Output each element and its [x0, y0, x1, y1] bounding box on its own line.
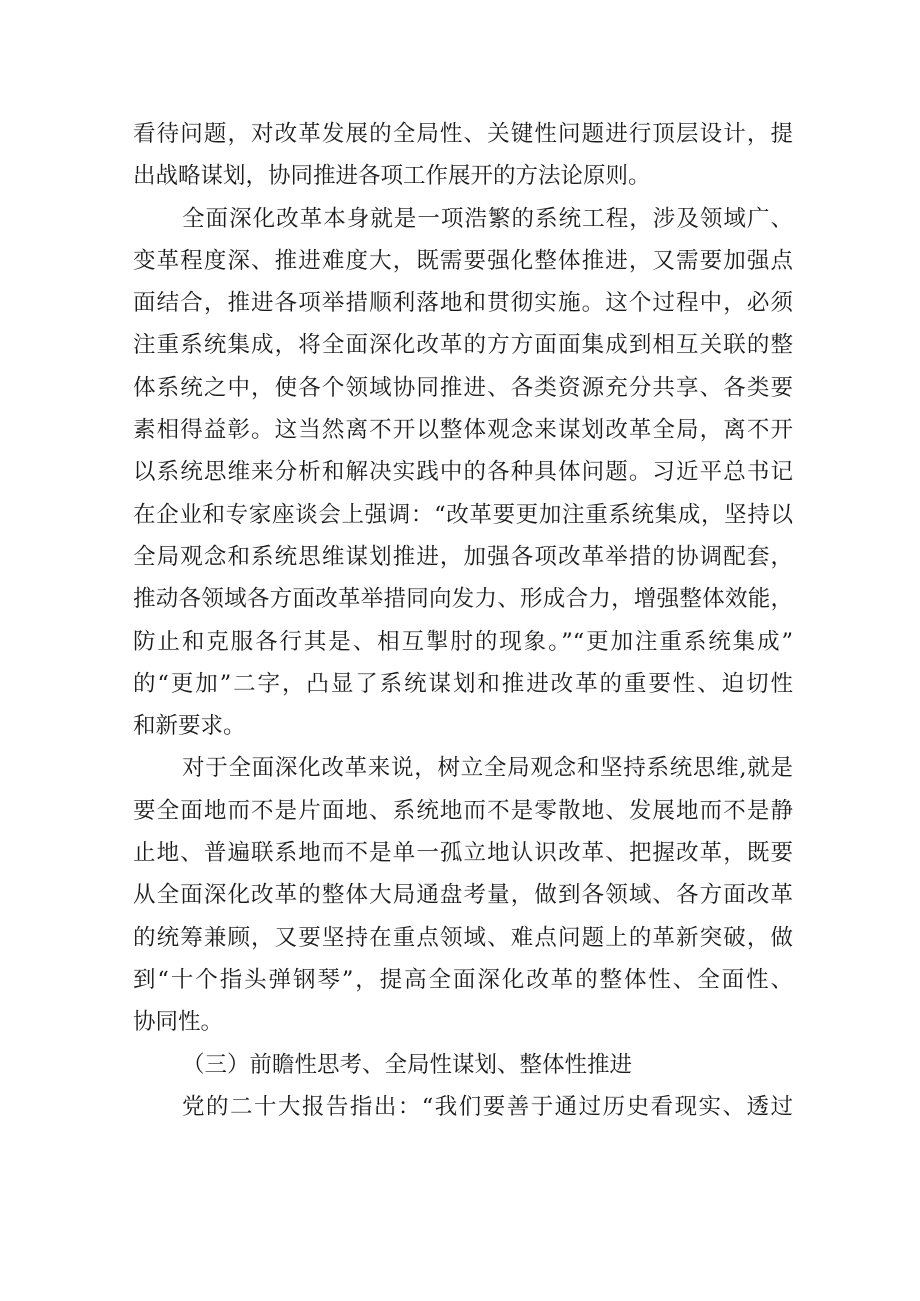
- text-line: 在企业和专家座谈会上强调：“改革要更加注重系统集成，坚持以: [133, 501, 793, 528]
- text-line: 看待问题，对改革发展的全局性、关键性问题进行顶层设计，提: [133, 121, 793, 147]
- text-line: 注重系统集成，将全面深化改革的方方面面集成到相互关联的整: [133, 332, 793, 359]
- text-line: 素相得益彰。这当然离不开以整体观念来谋划改革全局，离不开: [133, 417, 793, 444]
- text-line: 对于全面深化改革来说，树立全局观念和坚持系统思维,就是: [182, 755, 793, 782]
- text-line: 以系统思维来分析和解决实践中的各种具体问题。习近平总书记: [133, 459, 793, 486]
- text-line: 从全面深化改革的整体大局通盘考量，做到各领域、各方面改革: [133, 882, 793, 909]
- text-line: 推动各领域各方面改革举措同向发力、形成合力，增强整体效能，: [133, 586, 793, 613]
- document-body: [133, 113, 793, 1128]
- text-line: 体系统之中，使各个领域协同推进、各类资源充分共享、各类要: [133, 374, 793, 401]
- text-line: 面结合，推进各项举措顺利落地和贯彻实施。这个过程中，必须: [133, 290, 793, 317]
- text-line: 全局观念和系统思维谋划推进，加强各项改革举措的协调配套，: [133, 543, 793, 570]
- text-line: 协同性。: [133, 1009, 224, 1036]
- text-line: 和新要求。: [133, 713, 246, 740]
- text-line: 变革程度深、推进难度大，既需要强化整体推进，又需要加强点: [133, 247, 793, 274]
- text-line: 的“更加”二字，凸显了系统谋划和推进改革的重要性、迫切性: [133, 670, 793, 697]
- text-line: 的统筹兼顾，又要坚持在重点领域、难点问题上的革新突破，做: [133, 924, 793, 951]
- text-line: 到“十个指头弹钢琴”，提高全面深化改革的整体性、全面性、: [133, 966, 793, 993]
- text-line: （三）前瞻性思考、全局性谋划、整体性推进: [182, 1051, 633, 1078]
- text-line: 防止和克服各行其是、相互掣肘的现象。”“更加注重系统集成”: [133, 628, 793, 655]
- text-line: 党的二十大报告指出：“我们要善于通过历史看现实、透过: [182, 1093, 793, 1120]
- text-line: 止地、普遍联系地而不是单一孤立地认识改革、把握改革，既要: [133, 840, 793, 867]
- text-line: 全面深化改革本身就是一项浩繁的系统工程，涉及领域广、: [182, 205, 793, 232]
- text-line: 要全面地而不是片面地、系统地而不是零散地、发展地而不是静: [133, 797, 793, 824]
- text-line: 出战略谋划，协同推进各项工作展开的方法论原则。: [133, 163, 651, 190]
